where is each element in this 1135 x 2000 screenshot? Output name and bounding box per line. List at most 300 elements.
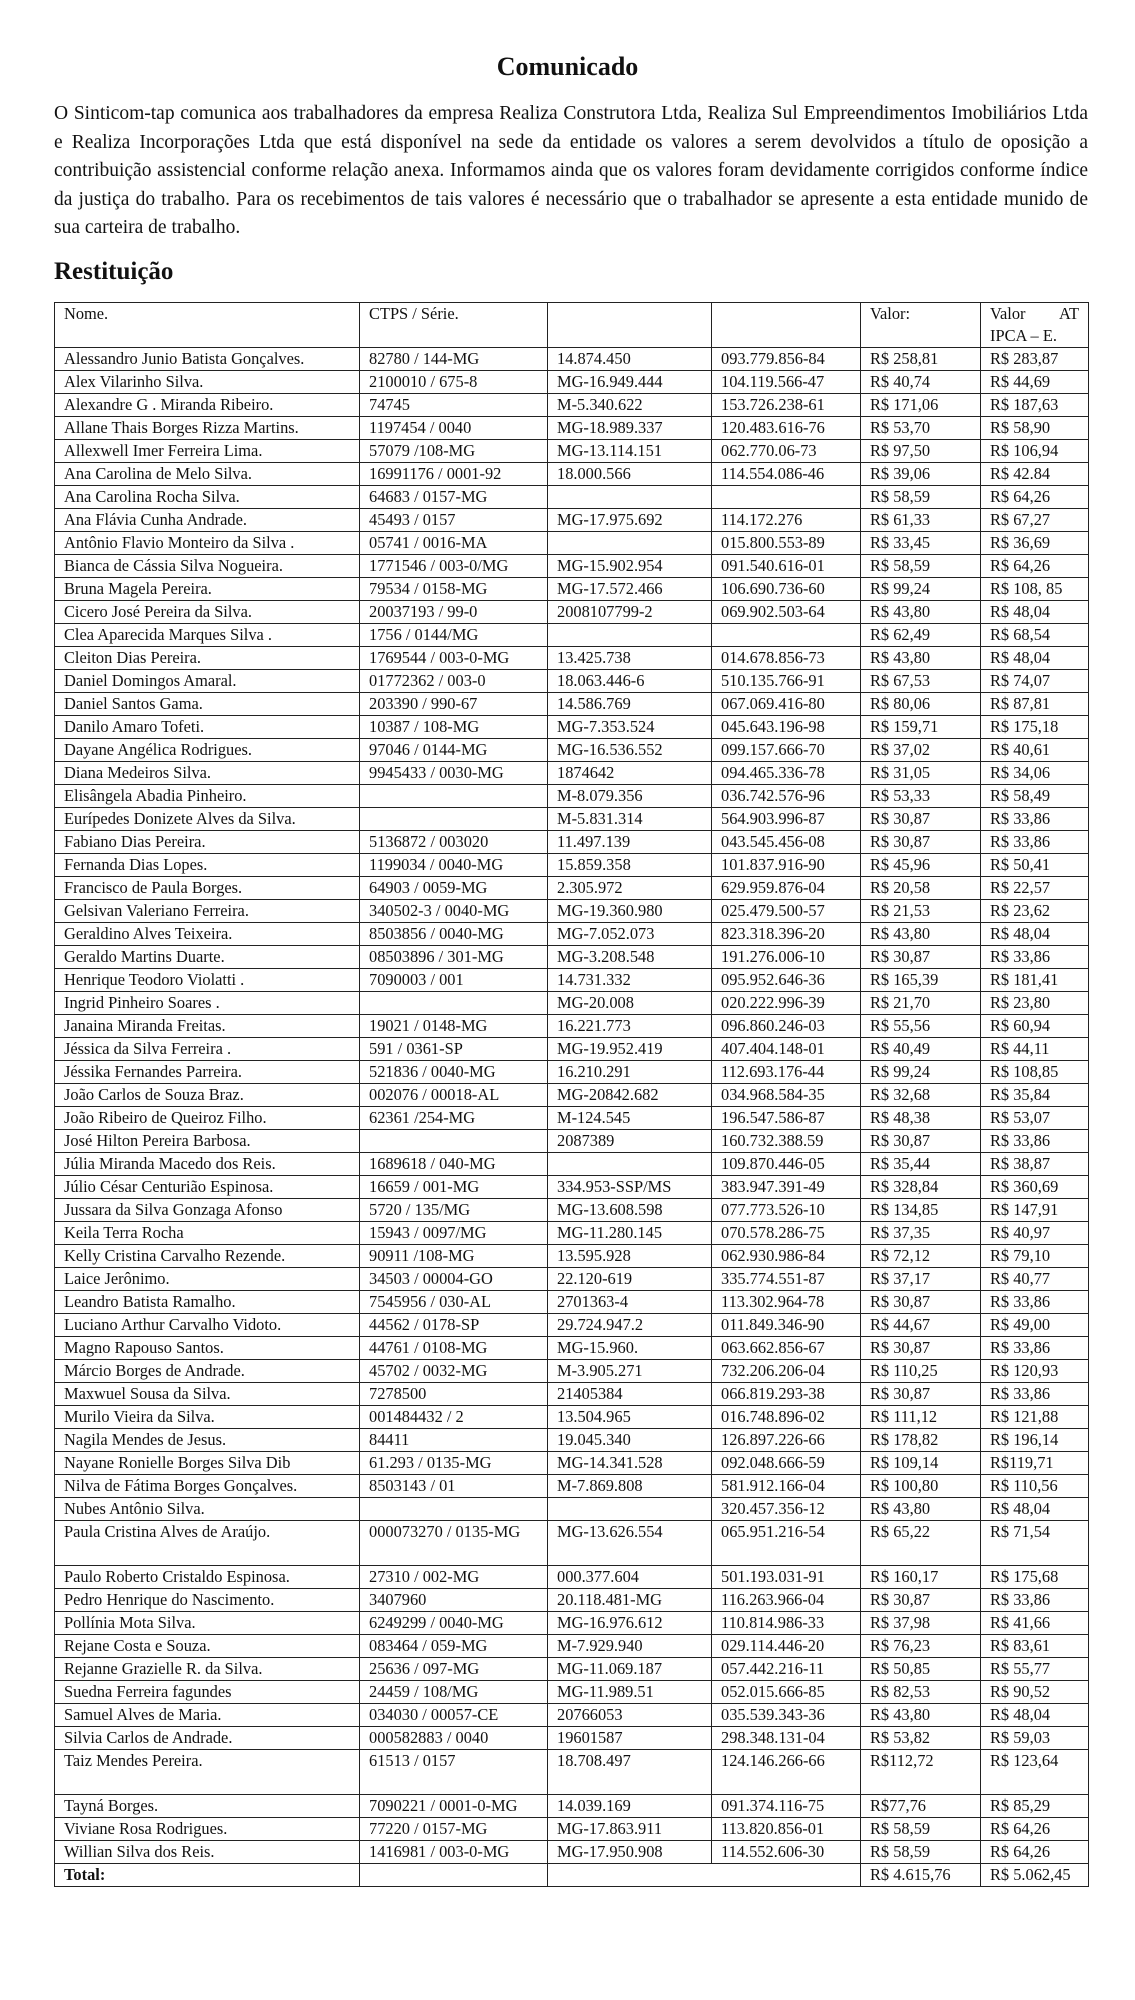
table-row	[55, 371, 1089, 394]
cell-valor: R$ 100,80	[861, 1475, 981, 1498]
cell-valor: R$ 53,33	[861, 785, 981, 808]
total-empty-ctps	[360, 1864, 548, 1887]
cell-cpf: 196.547.586-87	[712, 1107, 861, 1130]
cell-valor-atualizado: R$ 33,86	[981, 1291, 1089, 1314]
cell-valor: R$ 40,49	[861, 1038, 981, 1061]
cell-ctps	[360, 785, 548, 808]
table-row	[55, 1360, 1089, 1383]
table-row	[55, 509, 1089, 532]
cell-valor-atualizado: R$ 60,94	[981, 1015, 1089, 1038]
cell-ctps: 2100010 / 675-8	[360, 371, 548, 394]
cell-cpf: 069.902.503-64	[712, 601, 861, 624]
cell-cpf: 113.820.856-01	[712, 1818, 861, 1841]
table-row	[55, 1841, 1089, 1864]
cell-ctps	[360, 1498, 548, 1521]
cell-ctps: 5720 / 135/MG	[360, 1199, 548, 1222]
cell-valor: R$ 159,71	[861, 716, 981, 739]
cell-ctps: 44562 / 0178-SP	[360, 1314, 548, 1337]
table-row	[55, 555, 1089, 578]
cell-valor: R$ 82,53	[861, 1681, 981, 1704]
cell-valor-atualizado: R$ 58,49	[981, 785, 1089, 808]
table-row	[55, 992, 1089, 1015]
cell-cpf: 016.748.896-02	[712, 1406, 861, 1429]
table-row	[55, 762, 1089, 785]
restitution-table	[54, 302, 1089, 1887]
table-row	[55, 647, 1089, 670]
cell-nome: João Ribeiro de Queiroz Filho.	[55, 1107, 360, 1130]
cell-rg: MG-19.360.980	[548, 900, 712, 923]
cell-valor: R$ 48,38	[861, 1107, 981, 1130]
cell-rg: MG-13.608.598	[548, 1199, 712, 1222]
cell-valor: R$ 37,35	[861, 1222, 981, 1245]
cell-rg: MG-3.208.548	[548, 946, 712, 969]
cell-valor-atualizado: R$ 187,63	[981, 394, 1089, 417]
cell-valor: R$ 99,24	[861, 1061, 981, 1084]
cell-ctps: 08503896 / 301-MG	[360, 946, 548, 969]
cell-cpf: 191.276.006-10	[712, 946, 861, 969]
cell-valor-atualizado: R$ 123,64	[981, 1750, 1089, 1795]
cell-ctps: 001484432 / 2	[360, 1406, 548, 1429]
cell-ctps: 15943 / 0097/MG	[360, 1222, 548, 1245]
cell-cpf: 066.819.293-38	[712, 1383, 861, 1406]
cell-rg: 2701363-4	[548, 1291, 712, 1314]
cell-rg: 20766053	[548, 1704, 712, 1727]
cell-cpf	[712, 486, 861, 509]
cell-rg	[548, 486, 712, 509]
cell-valor-atualizado: R$ 64,26	[981, 555, 1089, 578]
cell-cpf: 501.193.031-91	[712, 1566, 861, 1589]
cell-valor: R$ 76,23	[861, 1635, 981, 1658]
cell-valor-atualizado: R$119,71	[981, 1452, 1089, 1475]
cell-rg: 18.708.497	[548, 1750, 712, 1795]
cell-valor-atualizado: R$ 108,85	[981, 1061, 1089, 1084]
table-row	[55, 1337, 1089, 1360]
intro-paragraph: O Sinticom-tap comunica aos trabalhadores da empresa Realiza Construtora Ltda, Realiza Sul Empreendimentos Imobiliários Ltda e Realiza Incorporações Ltda que está disponível na sede da entidade os valores a serem devolvidos a título de oposição a contribuição assistencial conforme relação anexa. Informamos ainda que os valores foram devidamente corrigidos conforme índice da justiça do trabalho. Para os recebimentos de tais valores é necessário que o trabalhador se apresente a esta entidade munido de sua carteira de trabalho.	[54, 103, 1088, 239]
cell-valor-atualizado: R$ 360,69	[981, 1176, 1089, 1199]
cell-rg: 19.045.340	[548, 1429, 712, 1452]
cell-nome: Paula Cristina Alves de Araújo.	[55, 1521, 360, 1566]
cell-cpf: 298.348.131-04	[712, 1727, 861, 1750]
cell-nome: Kelly Cristina Carvalho Rezende.	[55, 1245, 360, 1268]
cell-nome: Ana Flávia Cunha Andrade.	[55, 509, 360, 532]
cell-cpf: 093.779.856-84	[712, 348, 861, 371]
cell-valor: R$ 33,45	[861, 532, 981, 555]
cell-ctps: 61.293 / 0135-MG	[360, 1452, 548, 1475]
cell-cpf: 120.483.616-76	[712, 417, 861, 440]
cell-valor-atualizado: R$ 59,03	[981, 1727, 1089, 1750]
table-row	[55, 532, 1089, 555]
cell-valor-atualizado: R$ 33,86	[981, 1383, 1089, 1406]
cell-rg: MG-19.952.419	[548, 1038, 712, 1061]
table-row	[55, 808, 1089, 831]
table-row	[55, 463, 1089, 486]
cell-rg	[548, 532, 712, 555]
cell-valor-atualizado: R$ 41,66	[981, 1612, 1089, 1635]
cell-valor-atualizado: R$ 55,77	[981, 1658, 1089, 1681]
cell-rg: M-5.340.622	[548, 394, 712, 417]
cell-valor-atualizado: R$ 42.84	[981, 463, 1089, 486]
cell-valor-atualizado: R$ 33,86	[981, 1589, 1089, 1612]
cell-valor-atualizado: R$ 53,07	[981, 1107, 1089, 1130]
cell-ctps: 45702 / 0032-MG	[360, 1360, 548, 1383]
cell-ctps: 90911 /108-MG	[360, 1245, 548, 1268]
cell-rg: MG-17.863.911	[548, 1818, 712, 1841]
cell-valor: R$ 58,59	[861, 1841, 981, 1864]
table-row	[55, 1061, 1089, 1084]
table-row	[55, 394, 1089, 417]
table-row	[55, 1704, 1089, 1727]
cell-valor-atualizado: R$ 49,00	[981, 1314, 1089, 1337]
cell-valor: R$ 178,82	[861, 1429, 981, 1452]
cell-valor-atualizado: R$ 83,61	[981, 1635, 1089, 1658]
table-row	[55, 1199, 1089, 1222]
cell-cpf: 063.662.856-67	[712, 1337, 861, 1360]
cell-cpf: 062.930.986-84	[712, 1245, 861, 1268]
cell-ctps	[360, 992, 548, 1015]
cell-valor-atualizado: R$ 71,54	[981, 1521, 1089, 1566]
cell-rg: MG-16.949.444	[548, 371, 712, 394]
cell-valor-atualizado: R$ 34,06	[981, 762, 1089, 785]
cell-rg: 15.859.358	[548, 854, 712, 877]
cell-valor: R$ 134,85	[861, 1199, 981, 1222]
cell-valor-atualizado: R$ 23,80	[981, 992, 1089, 1015]
cell-valor: R$ 58,59	[861, 555, 981, 578]
cell-cpf: 124.146.266-66	[712, 1750, 861, 1795]
cell-rg: MG-13.114.151	[548, 440, 712, 463]
cell-ctps: 1689618 / 040-MG	[360, 1153, 548, 1176]
cell-nome: Samuel Alves de Maria.	[55, 1704, 360, 1727]
cell-rg: M-3.905.271	[548, 1360, 712, 1383]
cell-valor-atualizado: R$ 196,14	[981, 1429, 1089, 1452]
cell-rg: 2008107799-2	[548, 601, 712, 624]
cell-valor: R$ 35,44	[861, 1153, 981, 1176]
cell-cpf: 011.849.346-90	[712, 1314, 861, 1337]
cell-ctps: 79534 / 0158-MG	[360, 578, 548, 601]
table-row	[55, 1383, 1089, 1406]
cell-nome: Geraldo Martins Duarte.	[55, 946, 360, 969]
table-row	[55, 1084, 1089, 1107]
total-valor: R$ 4.615,76	[861, 1864, 981, 1887]
cell-cpf: 113.302.964-78	[712, 1291, 861, 1314]
cell-valor: R$ 20,58	[861, 877, 981, 900]
cell-valor: R$ 165,39	[861, 969, 981, 992]
cell-valor: R$ 58,59	[861, 486, 981, 509]
cell-nome: Allane Thais Borges Rizza Martins.	[55, 417, 360, 440]
cell-ctps: 82780 / 144-MG	[360, 348, 548, 371]
cell-cpf: 109.870.446-05	[712, 1153, 861, 1176]
cell-ctps: 25636 / 097-MG	[360, 1658, 548, 1681]
cell-ctps: 000582883 / 0040	[360, 1727, 548, 1750]
cell-nome: Alex Vilarinho Silva.	[55, 371, 360, 394]
cell-nome: Daniel Santos Gama.	[55, 693, 360, 716]
cell-rg: 14.586.769	[548, 693, 712, 716]
cell-cpf: 052.015.666-85	[712, 1681, 861, 1704]
cell-nome: Dayane Angélica Rodrigues.	[55, 739, 360, 762]
table-row	[55, 1107, 1089, 1130]
cell-ctps: 3407960	[360, 1589, 548, 1612]
cell-cpf: 067.069.416-80	[712, 693, 861, 716]
cell-cpf: 407.404.148-01	[712, 1038, 861, 1061]
cell-rg: 14.039.169	[548, 1795, 712, 1818]
cell-cpf: 035.539.343-36	[712, 1704, 861, 1727]
table-row	[55, 877, 1089, 900]
cell-rg: 13.425.738	[548, 647, 712, 670]
cell-nome: Jéssica da Silva Ferreira .	[55, 1038, 360, 1061]
cell-valor-atualizado: R$ 58,90	[981, 417, 1089, 440]
cell-cpf: 034.968.584-35	[712, 1084, 861, 1107]
cell-ctps: 521836 / 0040-MG	[360, 1061, 548, 1084]
cell-cpf: 112.693.176-44	[712, 1061, 861, 1084]
cell-valor-atualizado: R$ 64,26	[981, 1818, 1089, 1841]
cell-cpf: 043.545.456-08	[712, 831, 861, 854]
cell-valor-atualizado: R$ 33,86	[981, 946, 1089, 969]
cell-ctps: 16991176 / 0001-92	[360, 463, 548, 486]
cell-valor-atualizado: R$ 85,29	[981, 1795, 1089, 1818]
cell-cpf: 104.119.566-47	[712, 371, 861, 394]
table-row	[55, 1498, 1089, 1521]
cell-ctps: 10387 / 108-MG	[360, 716, 548, 739]
cell-ctps: 1197454 / 0040	[360, 417, 548, 440]
cell-rg: 13.595.928	[548, 1245, 712, 1268]
cell-nome: Rejanne Grazielle R. da Silva.	[55, 1658, 360, 1681]
cell-nome: Fabiano Dias Pereira.	[55, 831, 360, 854]
table-row	[55, 1475, 1089, 1498]
cell-ctps	[360, 1130, 548, 1153]
cell-rg	[548, 624, 712, 647]
cell-ctps: 034030 / 00057-CE	[360, 1704, 548, 1727]
cell-rg: 1874642	[548, 762, 712, 785]
table-row	[55, 1658, 1089, 1681]
cell-ctps: 44761 / 0108-MG	[360, 1337, 548, 1360]
header-valor-atualizado	[981, 303, 1089, 348]
cell-nome: Nagila Mendes de Jesus.	[55, 1429, 360, 1452]
cell-ctps: 1416981 / 003-0-MG	[360, 1841, 548, 1864]
table-row	[55, 1635, 1089, 1658]
total-empty-docs	[548, 1864, 861, 1887]
cell-ctps: 6249299 / 0040-MG	[360, 1612, 548, 1635]
cell-ctps: 77220 / 0157-MG	[360, 1818, 548, 1841]
cell-rg: 18.063.446-6	[548, 670, 712, 693]
cell-valor: R$ 65,22	[861, 1521, 981, 1566]
cell-ctps: 1769544 / 003-0-MG	[360, 647, 548, 670]
table-row	[55, 1268, 1089, 1291]
cell-rg: MG-16.976.612	[548, 1612, 712, 1635]
cell-valor: R$ 40,74	[861, 371, 981, 394]
header-valor: Valor:	[861, 303, 981, 348]
cell-cpf: 114.554.086-46	[712, 463, 861, 486]
cell-cpf: 092.048.666-59	[712, 1452, 861, 1475]
cell-rg: MG-17.950.908	[548, 1841, 712, 1864]
cell-valor-atualizado: R$ 181,41	[981, 969, 1089, 992]
cell-valor: R$ 160,17	[861, 1566, 981, 1589]
cell-cpf: 160.732.388.59	[712, 1130, 861, 1153]
cell-valor: R$ 50,85	[861, 1658, 981, 1681]
cell-nome: Laice Jerônimo.	[55, 1268, 360, 1291]
table-row	[55, 1727, 1089, 1750]
cell-cpf: 114.172.276	[712, 509, 861, 532]
cell-valor-atualizado: R$ 64,26	[981, 1841, 1089, 1864]
cell-ctps: 01772362 / 003-0	[360, 670, 548, 693]
cell-rg: MG-15.960.	[548, 1337, 712, 1360]
cell-ctps: 64683 / 0157-MG	[360, 486, 548, 509]
cell-valor: R$ 30,87	[861, 1383, 981, 1406]
cell-nome: João Carlos de Souza Braz.	[55, 1084, 360, 1107]
cell-ctps: 8503856 / 0040-MG	[360, 923, 548, 946]
cell-ctps: 1756 / 0144/MG	[360, 624, 548, 647]
cell-nome: Suedna Ferreira fagundes	[55, 1681, 360, 1704]
cell-cpf: 096.860.246-03	[712, 1015, 861, 1038]
cell-valor: R$ 30,87	[861, 1291, 981, 1314]
cell-ctps: 7278500	[360, 1383, 548, 1406]
cell-cpf: 564.903.996-87	[712, 808, 861, 831]
cell-valor: R$ 43,80	[861, 923, 981, 946]
table-row	[55, 969, 1089, 992]
cell-ctps: 9945433 / 0030-MG	[360, 762, 548, 785]
table-row	[55, 923, 1089, 946]
cell-cpf: 732.206.206-04	[712, 1360, 861, 1383]
cell-valor-atualizado: R$ 35,84	[981, 1084, 1089, 1107]
cell-rg: 2087389	[548, 1130, 712, 1153]
cell-nome: Luciano Arthur Carvalho Vidoto.	[55, 1314, 360, 1337]
table-row	[55, 1750, 1089, 1795]
table-row	[55, 348, 1089, 371]
cell-rg: 20.118.481-MG	[548, 1589, 712, 1612]
cell-nome: Paulo Roberto Cristaldo Espinosa.	[55, 1566, 360, 1589]
table-row	[55, 900, 1089, 923]
cell-valor: R$ 99,24	[861, 578, 981, 601]
table-row	[55, 716, 1089, 739]
cell-nome: Allexwell Imer Ferreira Lima.	[55, 440, 360, 463]
cell-valor-atualizado: R$ 283,87	[981, 348, 1089, 371]
cell-nome: Keila Terra Rocha	[55, 1222, 360, 1245]
table-row	[55, 1589, 1089, 1612]
cell-valor: R$ 61,33	[861, 509, 981, 532]
cell-ctps: 19021 / 0148-MG	[360, 1015, 548, 1038]
cell-valor: R$ 43,80	[861, 601, 981, 624]
table-row	[55, 486, 1089, 509]
cell-cpf: 095.952.646-36	[712, 969, 861, 992]
cell-rg: MG-11.280.145	[548, 1222, 712, 1245]
cell-valor: R$112,72	[861, 1750, 981, 1795]
cell-cpf: 029.114.446-20	[712, 1635, 861, 1658]
cell-cpf: 099.157.666-70	[712, 739, 861, 762]
cell-valor: R$ 43,80	[861, 647, 981, 670]
cell-rg: 16.210.291	[548, 1061, 712, 1084]
cell-cpf: 126.897.226-66	[712, 1429, 861, 1452]
table-row	[55, 1291, 1089, 1314]
cell-rg: M-5.831.314	[548, 808, 712, 831]
table-row	[55, 1153, 1089, 1176]
cell-rg: MG-11.069.187	[548, 1658, 712, 1681]
cell-valor-atualizado: R$ 44,11	[981, 1038, 1089, 1061]
cell-valor-atualizado: R$ 175,18	[981, 716, 1089, 739]
cell-cpf: 114.552.606-30	[712, 1841, 861, 1864]
table-row	[55, 578, 1089, 601]
cell-nome: Márcio Borges de Andrade.	[55, 1360, 360, 1383]
total-label: Total:	[55, 1864, 360, 1887]
cell-ctps: 05741 / 0016-MA	[360, 532, 548, 555]
cell-nome: Elisângela Abadia Pinheiro.	[55, 785, 360, 808]
cell-nome: Janaina Miranda Freitas.	[55, 1015, 360, 1038]
cell-valor-atualizado: R$ 36,69	[981, 532, 1089, 555]
cell-nome: Danilo Amaro Tofeti.	[55, 716, 360, 739]
cell-ctps: 7545956 / 030-AL	[360, 1291, 548, 1314]
table-row	[55, 854, 1089, 877]
cell-valor: R$ 53,70	[861, 417, 981, 440]
table-row	[55, 739, 1089, 762]
table-row	[55, 1130, 1089, 1153]
cell-cpf: 581.912.166-04	[712, 1475, 861, 1498]
cell-rg: MG-17.572.466	[548, 578, 712, 601]
cell-rg: 21405384	[548, 1383, 712, 1406]
cell-nome: Leandro Batista Ramalho.	[55, 1291, 360, 1314]
cell-ctps: 000073270 / 0135-MG	[360, 1521, 548, 1566]
cell-rg: MG-14.341.528	[548, 1452, 712, 1475]
cell-valor-atualizado: R$ 40,77	[981, 1268, 1089, 1291]
table-row	[55, 1818, 1089, 1841]
cell-ctps: 203390 / 990-67	[360, 693, 548, 716]
cell-rg	[548, 1498, 712, 1521]
cell-valor-atualizado: R$ 74,07	[981, 670, 1089, 693]
cell-cpf: 025.479.500-57	[712, 900, 861, 923]
cell-cpf: 110.814.986-33	[712, 1612, 861, 1635]
cell-ctps: 083464 / 059-MG	[360, 1635, 548, 1658]
cell-valor: R$ 72,12	[861, 1245, 981, 1268]
cell-cpf: 101.837.916-90	[712, 854, 861, 877]
table-row	[55, 1795, 1089, 1818]
cell-nome: Jéssika Fernandes Parreira.	[55, 1061, 360, 1084]
cell-cpf: 629.959.876-04	[712, 877, 861, 900]
cell-nome: Alexandre G . Miranda Ribeiro.	[55, 394, 360, 417]
cell-cpf: 091.374.116-75	[712, 1795, 861, 1818]
cell-nome: Jussara da Silva Gonzaga Afonso	[55, 1199, 360, 1222]
cell-rg: 11.497.139	[548, 831, 712, 854]
cell-ctps: 1771546 / 003-0/MG	[360, 555, 548, 578]
cell-rg: M-8.079.356	[548, 785, 712, 808]
cell-valor-atualizado: R$ 68,54	[981, 624, 1089, 647]
cell-valor-atualizado: R$ 175,68	[981, 1566, 1089, 1589]
cell-valor: R$77,76	[861, 1795, 981, 1818]
cell-valor: R$ 80,06	[861, 693, 981, 716]
cell-valor-atualizado: R$ 110,56	[981, 1475, 1089, 1498]
cell-nome: Nubes Antônio Silva.	[55, 1498, 360, 1521]
cell-valor-atualizado: R$ 79,10	[981, 1245, 1089, 1268]
total-valor-atualizado: R$ 5.062,45	[981, 1864, 1089, 1887]
cell-rg: M-7.869.808	[548, 1475, 712, 1498]
cell-rg: 18.000.566	[548, 463, 712, 486]
cell-ctps: 27310 / 002-MG	[360, 1566, 548, 1589]
cell-ctps: 7090003 / 001	[360, 969, 548, 992]
cell-ctps: 340502-3 / 0040-MG	[360, 900, 548, 923]
table-header-row	[55, 303, 1089, 348]
header-rg	[548, 303, 712, 348]
cell-ctps: 16659 / 001-MG	[360, 1176, 548, 1199]
cell-rg: MG-20842.682	[548, 1084, 712, 1107]
cell-valor: R$ 45,96	[861, 854, 981, 877]
cell-valor-atualizado: R$ 33,86	[981, 1337, 1089, 1360]
cell-valor-atualizado: R$ 23,62	[981, 900, 1089, 923]
table-row	[55, 1222, 1089, 1245]
cell-valor: R$ 37,02	[861, 739, 981, 762]
cell-valor: R$ 55,56	[861, 1015, 981, 1038]
header-nome: Nome.	[55, 303, 360, 348]
table-row	[55, 601, 1089, 624]
cell-nome: Clea Aparecida Marques Silva .	[55, 624, 360, 647]
table-row	[55, 1314, 1089, 1337]
table-row	[55, 624, 1089, 647]
cell-valor: R$ 43,80	[861, 1498, 981, 1521]
table-row	[55, 1681, 1089, 1704]
